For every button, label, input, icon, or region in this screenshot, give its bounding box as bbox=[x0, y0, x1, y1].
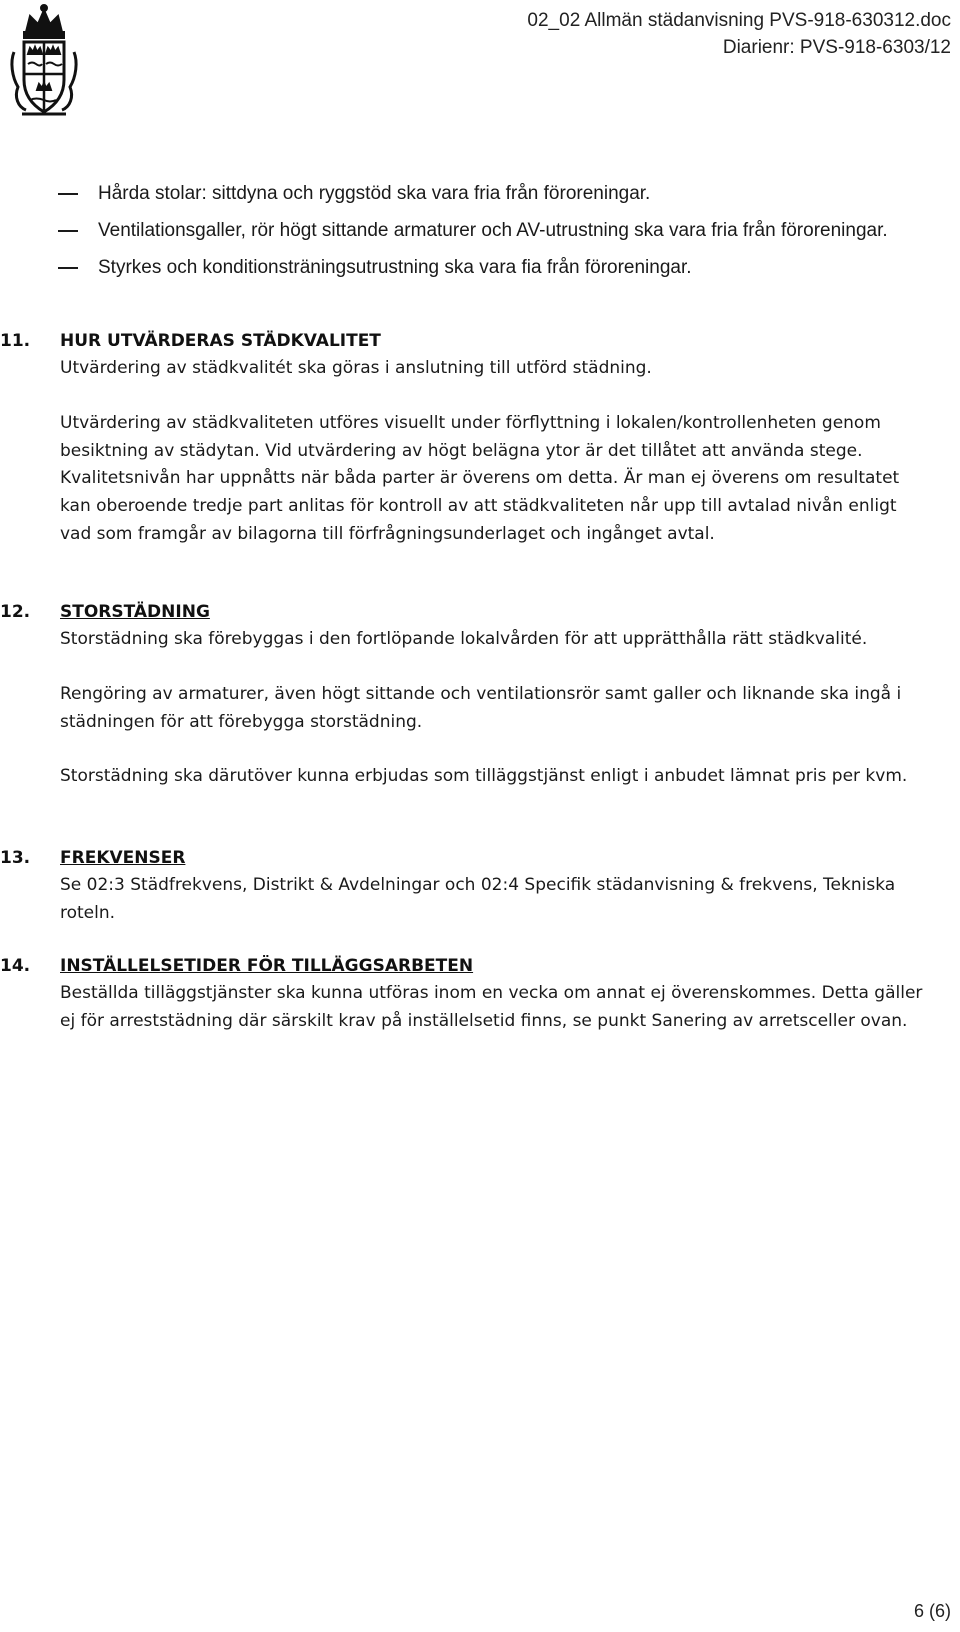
paragraph: Utvärdering av städkvaliteten utföres visuellt under förflyttning i lokalen/kontrollenheten genom besiktning av städytan. Vid utvärdering av högt belägna ytor är det tillåtet att använda stege. Kvalitetsnivån har uppnåtts när båda parter är överens om detta. Är man ej överens om resultatet kan oberoende tredje part anlitas för kontroll av att städkvaliteten når upp till avtalad nivån enligt vad som framgår av bilagorna till förfrågningsunderlaget och ingånget avtal. bbox=[60, 412, 900, 544]
document-diarienr: Diarienr: PVS-918-6303/12 bbox=[722, 37, 951, 58]
list-item-text: Styrkes och konditionsträningsutrustning ska vara fia från föroreningar. bbox=[98, 257, 692, 278]
dash-bullet-icon bbox=[58, 267, 78, 269]
section-13 bbox=[0, 844, 960, 928]
paragraph: Rengöring av armaturer, även högt sittande och ventilationsrör samt galler och liknande ska ingå i städningen för att förebygga storstädning. bbox=[60, 683, 902, 732]
section-heading bbox=[0, 844, 960, 872]
list-item bbox=[58, 252, 938, 283]
section-title: HUR UTVÄRDERAS STÄDKVALITET bbox=[60, 331, 381, 351]
paragraph: Beställda tilläggstjänster ska kunna utföras inom en vecka om annat ej överenskommes. Detta gäller ej för arreststädning där särskilt krav på inställelsetid finns, se punkt Sanering av arretsceller ovan. bbox=[60, 983, 923, 1031]
section-heading bbox=[0, 952, 960, 980]
section-title: INSTÄLLELSETIDER FÖR TILLÄGGSARBETEN bbox=[60, 956, 474, 976]
paragraph: Storstädning ska därutöver kunna erbjudas som tilläggstjänst enligt i anbudet lämnat pris per kvm. bbox=[60, 766, 908, 787]
section-number: 12. bbox=[0, 602, 31, 622]
dash-bullet-icon bbox=[58, 193, 78, 195]
page-number: 6 (6) bbox=[913, 1601, 951, 1621]
list-item bbox=[58, 178, 938, 209]
section-title: STORSTÄDNING bbox=[60, 602, 210, 622]
section-number: 13. bbox=[0, 848, 31, 868]
list-item-text: Ventilationsgaller, rör högt sittande armaturer och AV-utrustning ska vara fria från föroreningar. bbox=[98, 220, 888, 241]
section-title: FREKVENSER bbox=[60, 848, 186, 868]
section-heading bbox=[0, 327, 960, 355]
list-item-text: Hårda stolar: sittdyna och ryggstöd ska vara fria från föroreningar. bbox=[98, 183, 651, 204]
list-item bbox=[58, 215, 938, 246]
paragraph: Utvärdering av städkvalitét ska göras i anslutning till utförd städning. bbox=[60, 358, 652, 378]
document-header bbox=[527, 7, 951, 61]
section-heading bbox=[0, 598, 960, 626]
section-12 bbox=[0, 598, 960, 791]
section-number: 14. bbox=[0, 956, 31, 976]
paragraph: Storstädning ska förebyggas i den fortlöpande lokalvården för att upprätthålla rätt städkvalité. bbox=[60, 629, 868, 649]
dash-bullet-icon bbox=[58, 230, 78, 232]
paragraph: Se 02:3 Städfrekvens, Distrikt & Avdelningar och 02:4 Specifik städanvisning & frekvens, Tekniska roteln. bbox=[60, 875, 896, 923]
section-11 bbox=[0, 327, 960, 549]
document-filename: 02_02 Allmän städanvisning PVS-918-630312.doc bbox=[527, 10, 951, 31]
bullet-list bbox=[58, 178, 938, 289]
section-14 bbox=[0, 952, 960, 1036]
section-number: 11. bbox=[0, 331, 31, 351]
coat-of-arms-icon bbox=[8, 2, 80, 120]
